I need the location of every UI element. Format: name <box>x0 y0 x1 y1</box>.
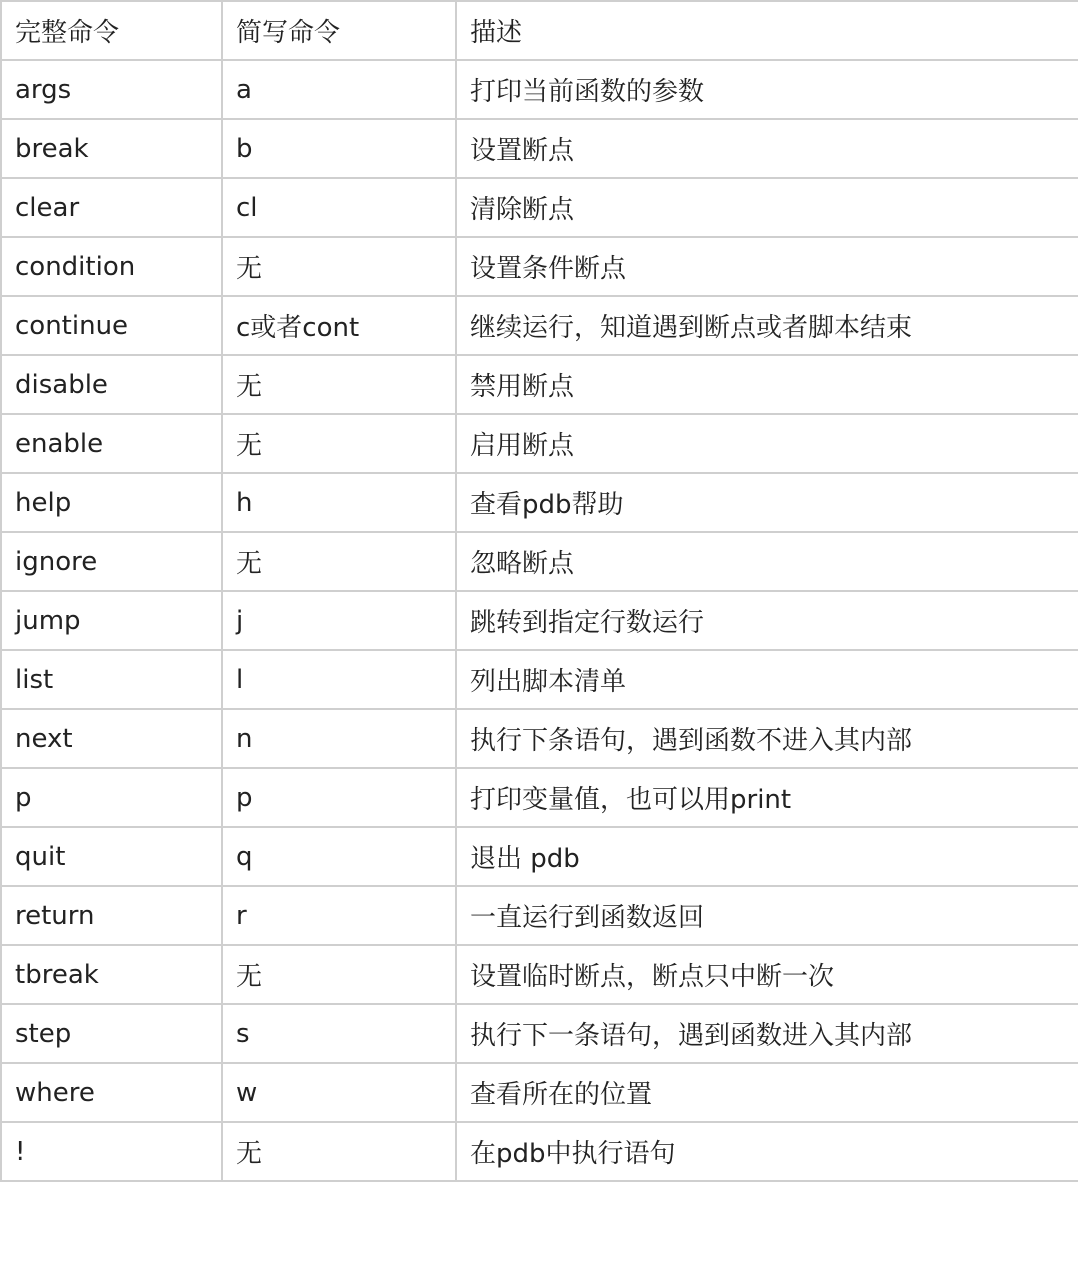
description-cell: 查看所在的位置 <box>456 1063 1078 1122</box>
description-cell: 设置条件断点 <box>456 237 1078 296</box>
short-command-cell: 无 <box>222 945 456 1004</box>
description-cell: 设置断点 <box>456 119 1078 178</box>
table-row <box>1 178 1078 237</box>
full-command-cell: clear <box>1 178 222 237</box>
short-command-cell: 无 <box>222 355 456 414</box>
header-description: 描述 <box>456 1 1078 60</box>
full-command-cell: help <box>1 473 222 532</box>
table-row <box>1 1122 1078 1181</box>
table-row <box>1 414 1078 473</box>
full-command-cell: condition <box>1 237 222 296</box>
header-full-command: 完整命令 <box>1 1 222 60</box>
description-cell: 一直运行到函数返回 <box>456 886 1078 945</box>
full-command-cell: quit <box>1 827 222 886</box>
full-command-cell: tbreak <box>1 945 222 1004</box>
full-command-cell: p <box>1 768 222 827</box>
description-cell: 退出 pdb <box>456 827 1078 886</box>
full-command-cell: disable <box>1 355 222 414</box>
full-command-cell: ignore <box>1 532 222 591</box>
short-command-cell: h <box>222 473 456 532</box>
full-command-cell: return <box>1 886 222 945</box>
short-command-cell: s <box>222 1004 456 1063</box>
description-cell: 打印变量值，也可以用print <box>456 768 1078 827</box>
table-header <box>1 1 1078 60</box>
description-cell: 列出脚本清单 <box>456 650 1078 709</box>
table-row <box>1 473 1078 532</box>
full-command-cell: break <box>1 119 222 178</box>
full-command-cell: list <box>1 650 222 709</box>
short-command-cell: c或者cont <box>222 296 456 355</box>
table-body <box>1 60 1078 1181</box>
full-command-cell: next <box>1 709 222 768</box>
description-cell: 查看pdb帮助 <box>456 473 1078 532</box>
table-row <box>1 768 1078 827</box>
short-command-cell: 无 <box>222 414 456 473</box>
table-row <box>1 591 1078 650</box>
short-command-cell: r <box>222 886 456 945</box>
table-row <box>1 355 1078 414</box>
description-cell: 启用断点 <box>456 414 1078 473</box>
short-command-cell: w <box>222 1063 456 1122</box>
short-command-cell: l <box>222 650 456 709</box>
full-command-cell: continue <box>1 296 222 355</box>
description-cell: 执行下一条语句，遇到函数进入其内部 <box>456 1004 1078 1063</box>
description-cell: 跳转到指定行数运行 <box>456 591 1078 650</box>
table-row <box>1 1063 1078 1122</box>
table-row <box>1 60 1078 119</box>
table-row <box>1 709 1078 768</box>
description-cell: 设置临时断点，断点只中断一次 <box>456 945 1078 1004</box>
description-cell: 执行下条语句，遇到函数不进入其内部 <box>456 709 1078 768</box>
short-command-cell: j <box>222 591 456 650</box>
table-row <box>1 119 1078 178</box>
table-row <box>1 827 1078 886</box>
header-row <box>1 1 1078 60</box>
full-command-cell: where <box>1 1063 222 1122</box>
table-row <box>1 945 1078 1004</box>
short-command-cell: n <box>222 709 456 768</box>
short-command-cell: p <box>222 768 456 827</box>
full-command-cell: jump <box>1 591 222 650</box>
description-cell: 清除断点 <box>456 178 1078 237</box>
header-short-command: 简写命令 <box>222 1 456 60</box>
short-command-cell: cl <box>222 178 456 237</box>
short-command-cell: b <box>222 119 456 178</box>
table-row <box>1 532 1078 591</box>
full-command-cell: enable <box>1 414 222 473</box>
description-cell: 打印当前函数的参数 <box>456 60 1078 119</box>
description-cell: 继续运行，知道遇到断点或者脚本结束 <box>456 296 1078 355</box>
short-command-cell: 无 <box>222 237 456 296</box>
description-cell: 在pdb中执行语句 <box>456 1122 1078 1181</box>
table-row <box>1 650 1078 709</box>
description-cell: 禁用断点 <box>456 355 1078 414</box>
table-row <box>1 1004 1078 1063</box>
full-command-cell: step <box>1 1004 222 1063</box>
table-row <box>1 886 1078 945</box>
table-row <box>1 296 1078 355</box>
table-row <box>1 237 1078 296</box>
short-command-cell: q <box>222 827 456 886</box>
short-command-cell: a <box>222 60 456 119</box>
full-command-cell: ! <box>1 1122 222 1181</box>
short-command-cell: 无 <box>222 532 456 591</box>
description-cell: 忽略断点 <box>456 532 1078 591</box>
full-command-cell: args <box>1 60 222 119</box>
short-command-cell: 无 <box>222 1122 456 1181</box>
